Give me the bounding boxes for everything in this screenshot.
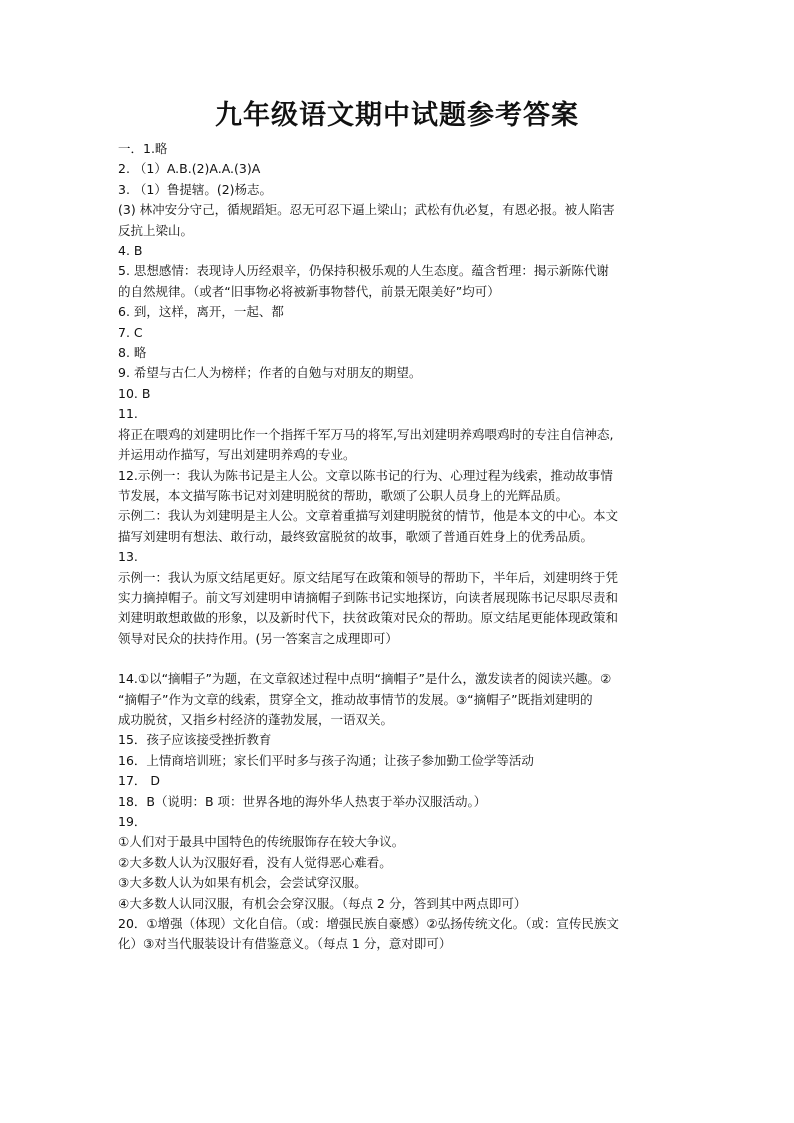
answer-line: 18．B（说明：B 项：世界各地的海外华人热衷于举办汉服活动。） xyxy=(118,793,487,809)
answer-line: 14.①以“摘帽子”为题，在文章叙述过程中点明“摘帽子”是什么，激发读者的阅读兴趣。② xyxy=(118,671,612,687)
answer-line: 实力摘掉帽子。前文写刘建明申请摘帽子到陈书记实地探访，向读者展现陈书记尽职尽责和 xyxy=(118,589,619,605)
answer-line: 20．①增强（体现）文化自信。（或：增强民族自豪感）②弘扬传统文化。（或：宣传民族文 xyxy=(118,916,619,932)
answer-line: 反抗上梁山。 xyxy=(118,222,194,238)
answer-line: 将正在喂鸡的刘建明比作一个指挥千军万马的将军,写出刘建明养鸡喂鸡时的专注自信神态, xyxy=(118,426,614,442)
answer-line: 一．1.略 xyxy=(118,141,168,156)
answer-line: 3. （1）鲁提辖。(2)杨志。 xyxy=(118,181,273,197)
answer-line: 刘建明敢想敢做的形象，以及新时代下，扶贫政策对民众的帮助。原文结尾更能体现政策和 xyxy=(118,610,619,626)
answer-body xyxy=(118,139,688,955)
answer-line: 示例一：我认为原文结尾更好。原文结尾写在政策和领导的帮助下，半年后，刘建明终于凭 xyxy=(118,569,619,585)
answer-line: 4. B xyxy=(118,243,143,259)
answer-line: 17． D xyxy=(118,773,161,789)
answer-line: “摘帽子”作为文章的线索，贯穿全文，推动故事情节的发展。③“摘帽子”既指刘建明的 xyxy=(118,691,593,707)
answer-line: 描写刘建明有想法、敢行动，最终致富脱贫的故事，歌颂了普通百姓身上的优秀品质。 xyxy=(118,528,594,544)
answer-line: (3) 林冲安分守己，循规蹈矩。忍无可忍下逼上梁山；武松有仇必复，有恩必报。被人陷害 xyxy=(118,202,615,218)
answer-line: 8. 略 xyxy=(118,345,147,361)
page-title: 九年级语文期中试题参考答案 xyxy=(215,100,579,131)
answer-line: 13. xyxy=(118,549,138,565)
answer-line: ③大多数人认为如果有机会，会尝试穿汉服。 xyxy=(118,875,367,891)
answer-line: 19． xyxy=(118,814,147,829)
answer-line: 并运用动作描写，写出刘建明养鸡的专业。 xyxy=(118,447,356,463)
answer-line: 2. （1）A.B.(2)A.A.(3)A xyxy=(118,161,261,177)
answer-line: ①人们对于最具中国特色的传统服饰存在较大争议。 xyxy=(118,834,405,850)
answer-line: 成功脱贫，又指乡村经济的蓬勃发展，一语双关。 xyxy=(118,711,394,727)
answer-line: 16．上情商培训班；家长们平时多与孩子沟通；让孩子参加勤工俭学等活动 xyxy=(118,752,534,768)
answer-line: 的自然规律。（或者“旧事物必将被新事物替代，前景无限美好”均可） xyxy=(118,283,500,299)
answer-line: 领导对民众的扶持作用。(另一答案言之成理即可） xyxy=(118,630,398,646)
answer-line: 10. B xyxy=(118,385,151,401)
answer-line: 示例二：我认为刘建明是主人公。文章着重描写刘建明脱贫的情节，他是本文的中心。本文 xyxy=(118,508,619,524)
answer-line: 化）③对当代服装设计有借鉴意义。（每点 1 分，意对即可） xyxy=(118,936,452,952)
answer-line: 5. 思想感情：表现诗人历经艰辛，仍保持积极乐观的人生态度。蕴含哲理：揭示新陈代谢 xyxy=(118,263,609,279)
answer-line: 6. 到，这样，离开，一起、都 xyxy=(118,304,284,320)
answer-line: ④大多数人认同汉服，有机会会穿汉服。（每点 2 分，答到其中两点即可） xyxy=(118,895,527,911)
answer-line: 9. 希望与古仁人为榜样；作者的自勉与对朋友的期望。 xyxy=(118,365,422,381)
answer-line: ②大多数人认为汉服好看，没有人觉得恶心难看。 xyxy=(118,854,392,870)
answer-line: 节发展，本文描写陈书记对刘建明脱贫的帮助，歌颂了公职人员身上的光辉品质。 xyxy=(118,487,569,503)
answer-line: 15．孩子应该接受挫折教育 xyxy=(118,732,272,748)
answer-line: 11. xyxy=(118,406,138,422)
answer-line: 12.示例一：我认为陈书记是主人公。文章以陈书记的行为、心理过程为线索，推动故事情 xyxy=(118,467,613,483)
blank-line xyxy=(118,649,688,669)
answer-line: 7. C xyxy=(118,324,143,340)
